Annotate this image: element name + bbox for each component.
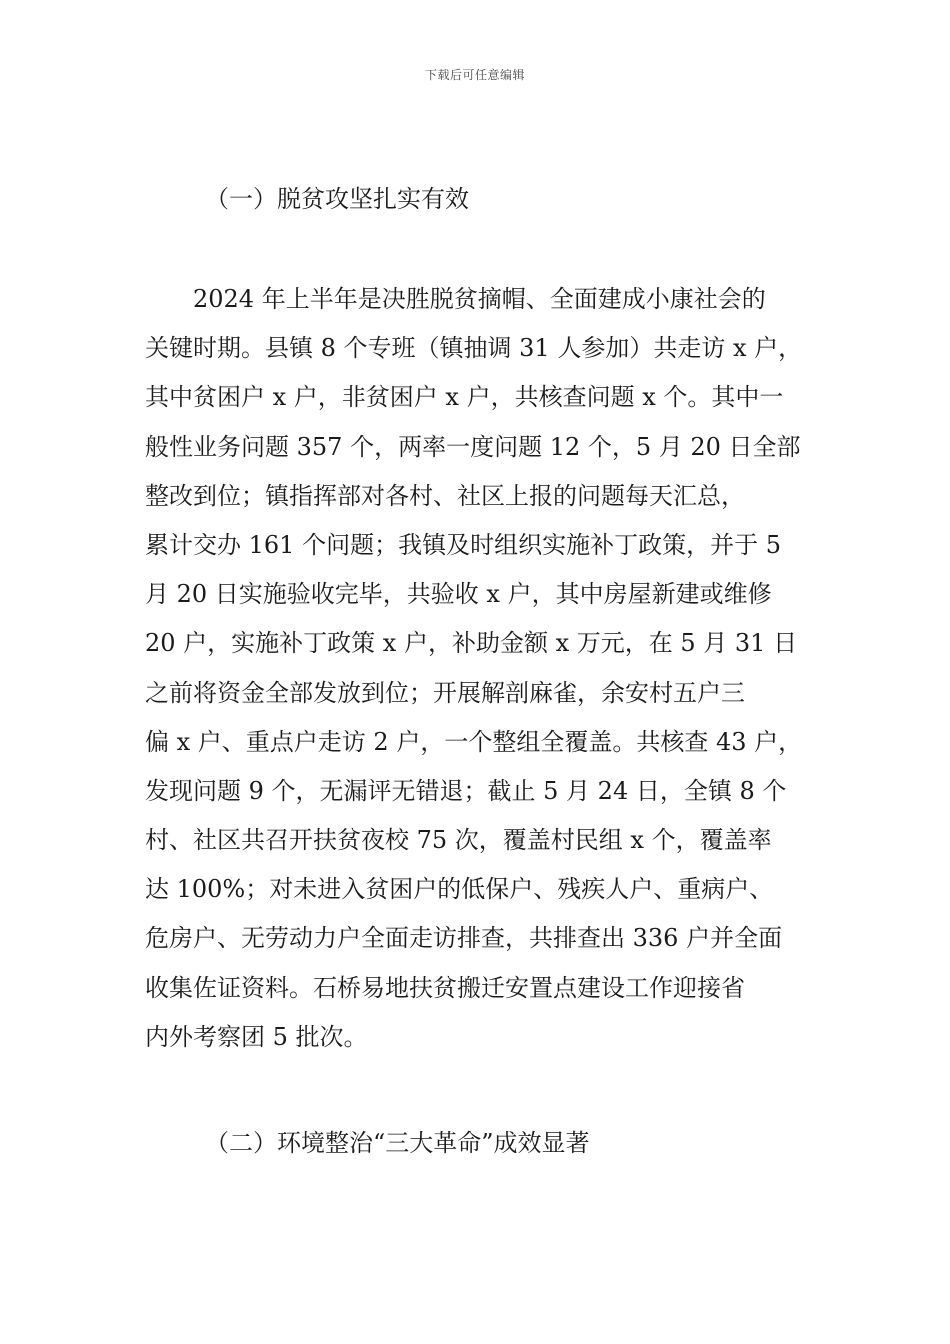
paragraph-line: 偏 x 户、重点户走访 2 户，一个整组全覆盖。共核查 43 户， xyxy=(145,727,803,756)
section-heading-2: （二）环境整治“三大革命”成效显著 xyxy=(205,1129,590,1157)
paragraph-line: 内外考察团 5 批次。 xyxy=(145,1022,368,1051)
paragraph-line: 20 户，实施补丁政策 x 户，补助金额 x 万元，在 5 月 31 日 xyxy=(145,629,798,658)
paragraph-line: 2024 年上半年是决胜脱贫摘帽、全面建成小康社会的 xyxy=(145,285,766,313)
paragraph-line: 收集佐证资料。石桥易地扶贫搬迁安置点建设工作迎接省 xyxy=(145,973,745,1002)
paragraph-line: 村、社区共召开扶贫夜校 75 次，覆盖村民组 x 个，覆盖率 xyxy=(145,826,772,855)
paragraph-line: 月 20 日实施验收完毕，共验收 x 户，其中房屋新建或维修 xyxy=(145,580,772,609)
paragraph-line: 之前将资金全部发放到位；开展解剖麻雀，余安村五户三 xyxy=(145,678,745,707)
paragraph-line: 累计交办 161 个问题；我镇及时组织实施补丁政策，并于 5 xyxy=(145,530,781,559)
paragraph-line: 般性业务问题 357 个，两率一度问题 12 个，5 月 20 日全部 xyxy=(145,432,801,461)
paragraph-line: 达 100%；对未进入贫困户的低保户、残疾人户、重病户、 xyxy=(145,875,774,904)
section-heading-1: （一）脱贫攻坚扎实有效 xyxy=(205,185,469,213)
header-note: 下载后可任意编辑 xyxy=(424,68,525,82)
paragraph-line: 整改到位；镇指挥部对各村、社区上报的问题每天汇总， xyxy=(145,481,745,510)
paragraph-line: 发现问题 9 个，无漏评无错退；截止 5 月 24 日，全镇 8 个 xyxy=(145,776,787,805)
paragraph-line: 关键时期。县镇 8 个专班（镇抽调 31 人参加）共走访 x 户， xyxy=(145,334,803,363)
section-1-paragraph xyxy=(145,282,825,1069)
paragraph-line: 其中贫困户 x 户，非贫困户 x 户，共核查问题 x 个。其中一 xyxy=(145,383,784,412)
paragraph-line: 危房户、无劳动力户全面走访排查，共排查出 336 户并全面 xyxy=(145,924,783,953)
